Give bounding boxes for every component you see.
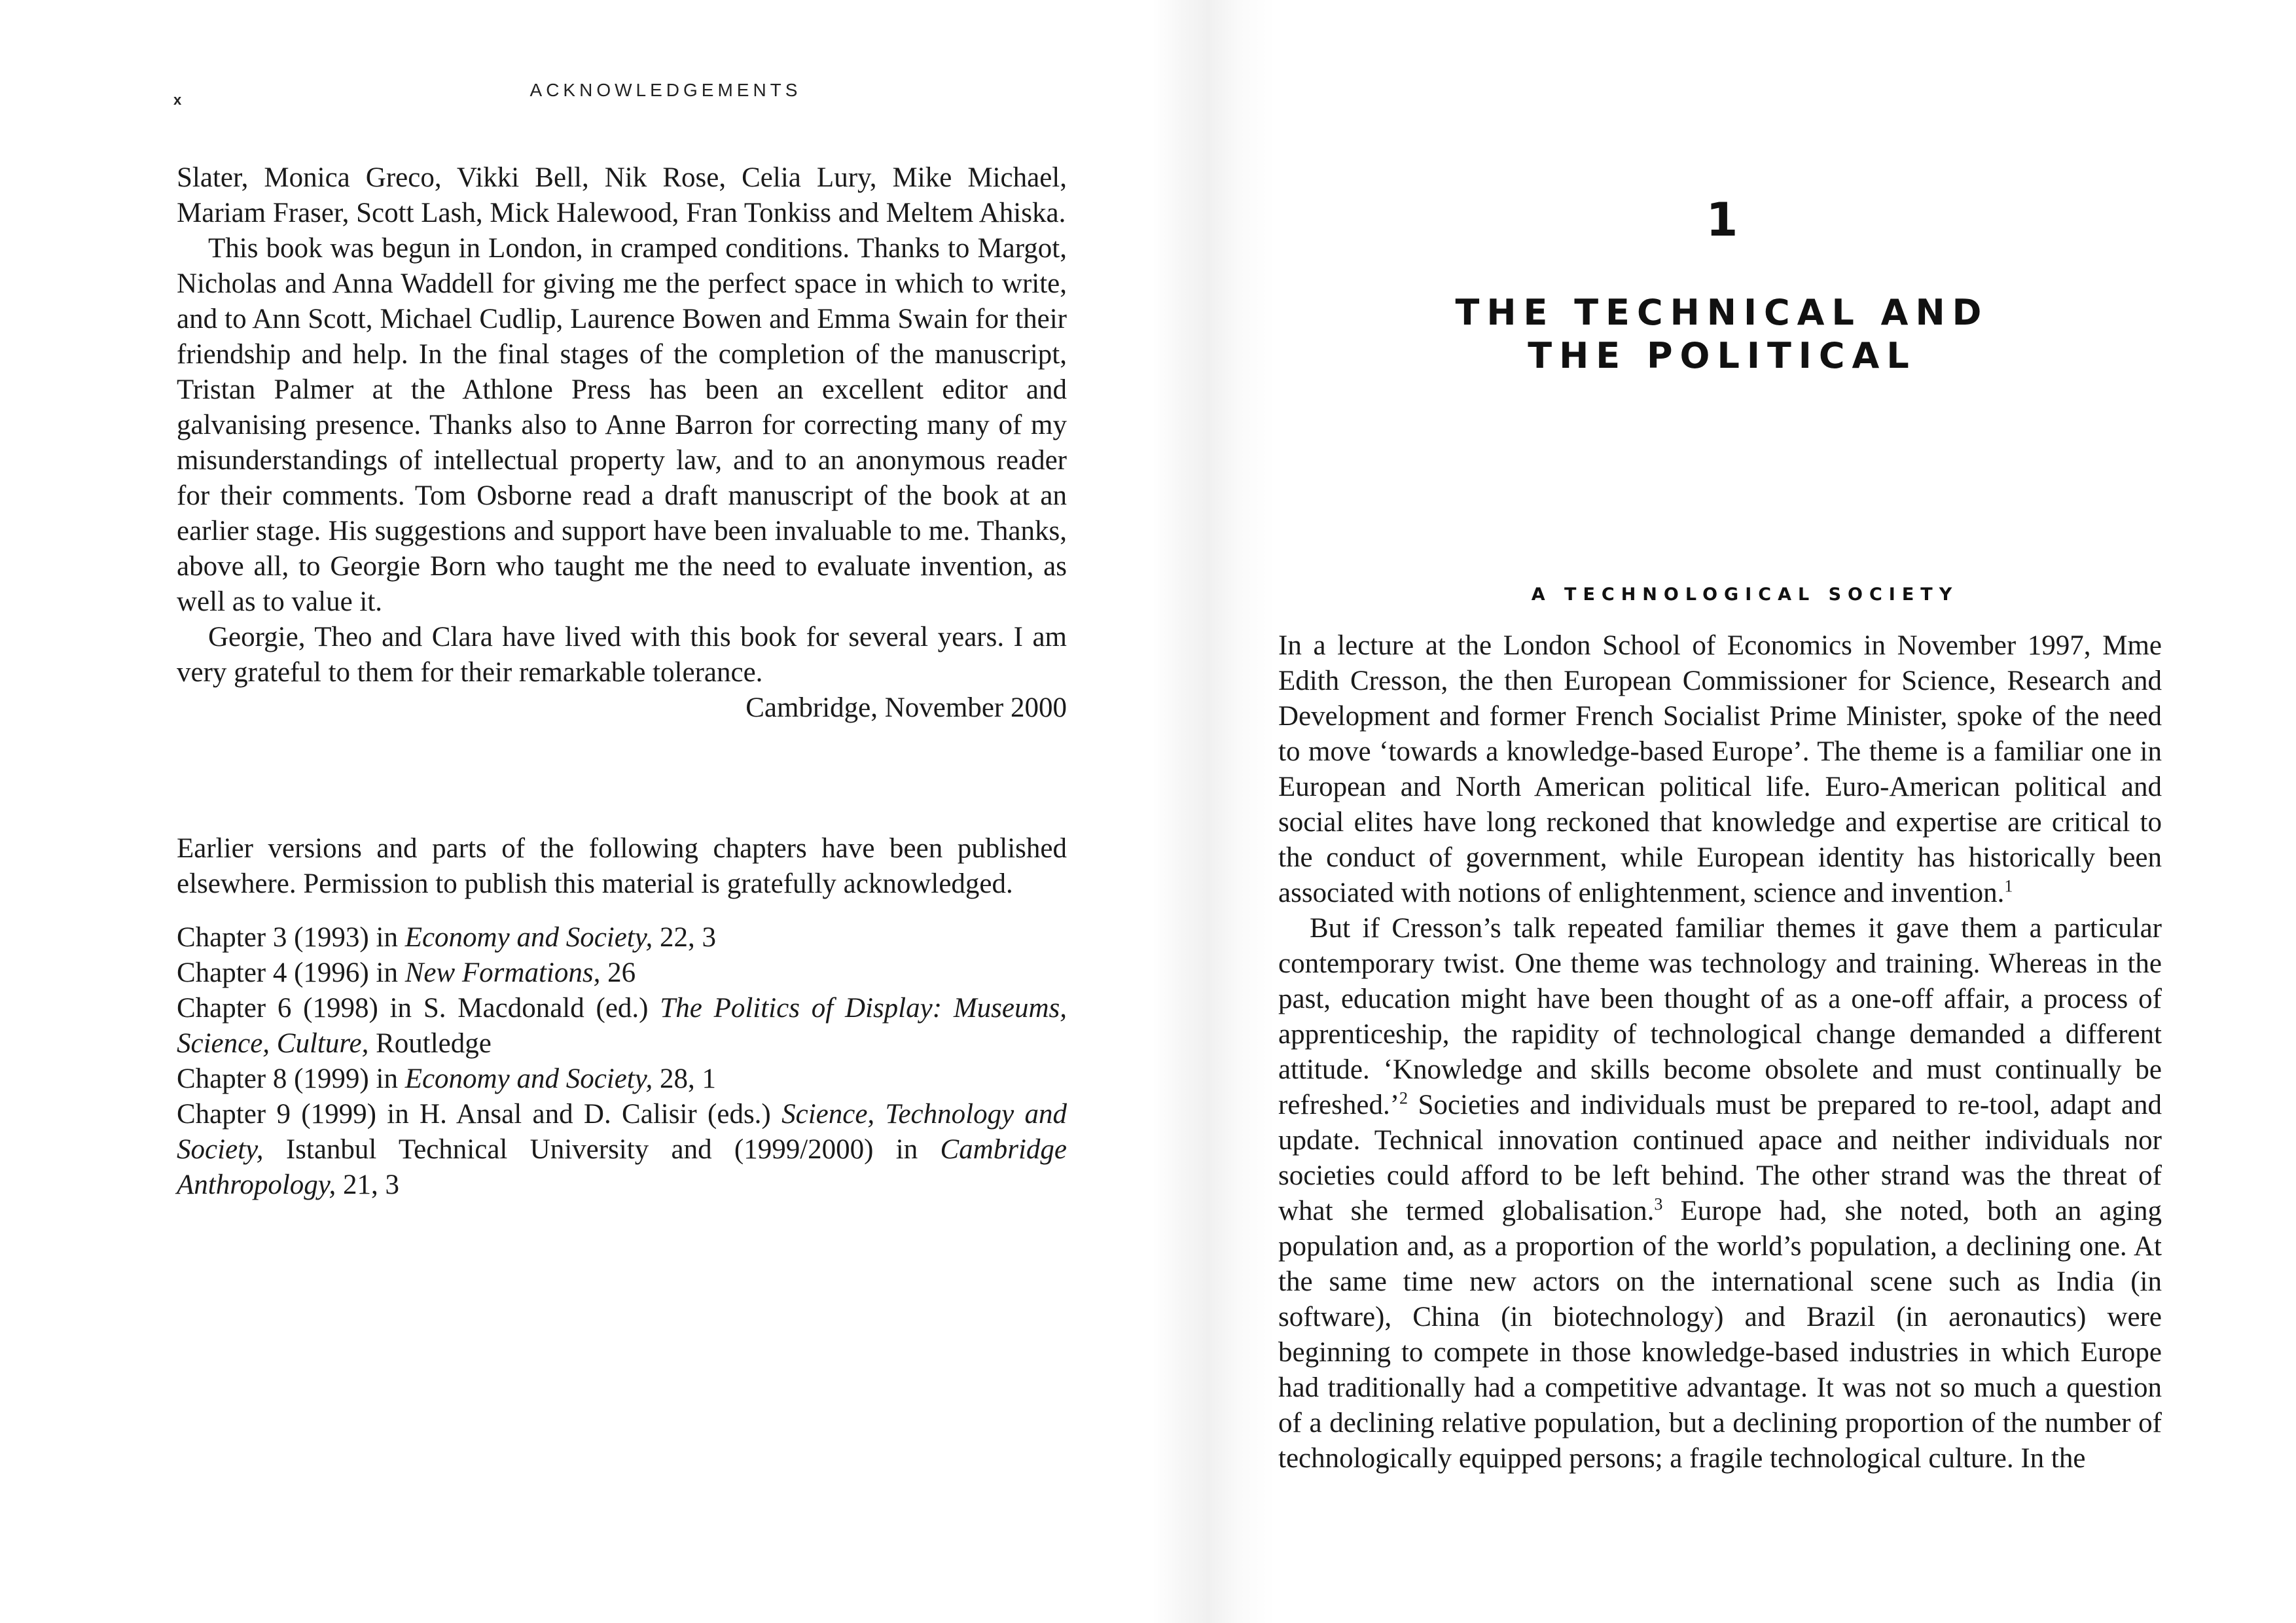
publication-notes	[177, 831, 1067, 1203]
footnote-marker: 2	[1399, 1088, 1408, 1108]
publication-item: Chapter 4 (1996) in New Formations, 26	[177, 957, 636, 988]
section-heading: A TECHNOLOGICAL SOCIETY	[1531, 584, 1959, 605]
publication-item: Chapter 8 (1999) in Economy and Society, 28, 1	[177, 1063, 716, 1094]
publication-item: Chapter 9 (1999) in H. Ansal and D. Calisir (eds.) Science, Technology and Society, Istanbul Technical University and (1999/2000) in Cambridge Anthropology, 21, 3	[177, 1099, 1067, 1200]
footnote-marker: 1	[2004, 876, 2013, 896]
chapter-title-line: THE POLITICAL	[1528, 335, 1916, 376]
running-head: ACKNOWLEDGEMENTS	[529, 80, 802, 100]
publication-list	[177, 920, 1067, 1203]
footnote-marker: 3	[1654, 1194, 1663, 1214]
body-paragraph: In a lecture at the London School of Economics in November 1997, Mme Edith Cresson, the then European Commissioner for Science, Research and Development and former French Socialist Prime Minister, spoke of the need to move ‘towards a knowledge-based Europe’. The theme is a familiar one in European and North American political life. Euro-American political and social elites have long reckoned that knowledge and expertise are critical to the conduct of government, while European identity has historically been associated with notions of enlightenment, science and invention.$^1$	[1278, 630, 2162, 908]
ack-paragraph: Slater, Monica Greco, Vikki Bell, Nik Rose, Celia Lury, Mike Michael, Mariam Fraser, Scott Lash, Mick Halewood, Fran Tonkiss and Meltem Ahiska.	[177, 162, 1067, 228]
chapter-number: 1	[1706, 193, 1738, 247]
acknowledgements-body	[177, 160, 1067, 726]
chapter-title-line: THE TECHNICAL AND	[1455, 292, 1989, 333]
page-number: x	[173, 92, 182, 108]
chapter-body	[1278, 628, 2162, 1476]
ack-paragraph: Georgie, Theo and Clara have lived with this book for several years. I am very grateful to them for their remarkable tolerance.	[177, 622, 1067, 688]
ack-paragraph: This book was begun in London, in cramped conditions. Thanks to Margot, Nicholas and Anna Waddell for giving me the perfect space in which to write, and to Ann Scott, Michael Cudlip, Laurence Bowen and Emma Swain for their friendship and help. In the final stages of the completion of the manuscript, Tristan Palmer at the Athlone Press has been an excellent editor and galvanising presence. Thanks also to Anne Barron for correcting many of my misunderstandings of intellectual property law, and to an anonymous reader for their comments. Tom Osborne read a draft manuscript of the book at an earlier stage. His suggestions and support have been invaluable to me. Thanks, above all, to Georgie Born who taught me the need to evaluate invention, as well as to value it.	[177, 233, 1067, 617]
publication-item: Chapter 6 (1998) in S. Macdonald (ed.) The Politics of Display: Museums, Science, Culture, Routledge	[177, 993, 1067, 1059]
publication-item: Chapter 3 (1993) in Economy and Society, 22, 3	[177, 922, 716, 953]
dateline: Cambridge, November 2000	[745, 692, 1067, 723]
body-paragraph: But if Cresson’s talk repeated familiar themes it gave them a particular contemporary twist. One theme was technology and training. Whereas in the past, education might have been thought of as a one-off affair, a process of apprenticeship, the rapidity of technological change demanded a different attitude. ‘Knowledge and skills become obsolete and must continually be refreshed.’$^2$ Societies and individuals must be prepared to re-tool, adapt and update. Technical innovation continued apace and neither individuals nor societies could afford to be left behind. The other strand was the threat of what she termed globalisation.$^3$ Europe had, she noted, both an aging population and, as a proportion of the world’s population, a declining one. At the same time new actors on the international scene such as India (in software), China (in biotechnology) and Brazil (in aeronautics) were beginning to compete in those knowledge-based industries in which Europe had traditionally had a competitive advantage. It was not so much a question of a declining relative population, but a declining proportion of the number of technologically equipped persons; a fragile technological culture. In the	[1278, 913, 2162, 1474]
publication-note: Earlier versions and parts of the following chapters have been published elsewhere. Permission to publish this material is gratefully acknowledged.	[177, 833, 1067, 899]
chapter-title	[1148, 291, 2296, 378]
